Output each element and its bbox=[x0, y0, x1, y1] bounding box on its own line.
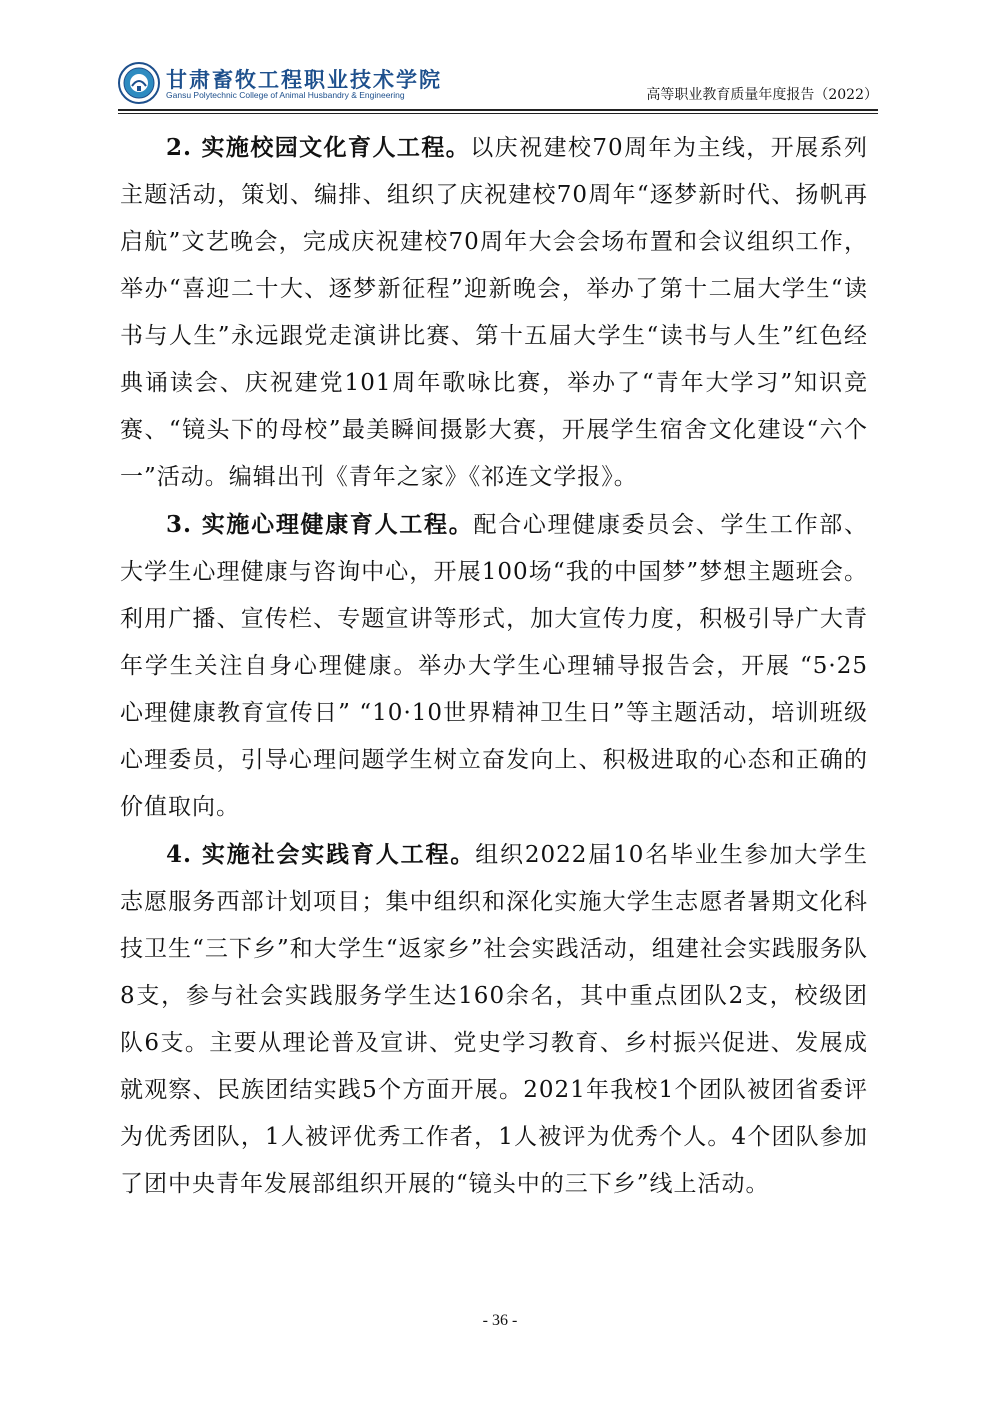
paragraph-text: 配合心理健康委员会、学生工作部、大学生心理健康与咨询中心，开展100场“我的中国梦”梦想主题班会。利用广播、宣传栏、专题宣讲等形式，加大宣传力度，积极引导广大青年学生关注自身心理健康。举办大学生心理辅导报告会，开展 “5·25心理健康教育宣传日” “10·10世界精神卫生日”等主题活动，培训班级心理委员，引导心理问题学生树立奋发向上、积极进取的心态和正确的价值取向。 bbox=[120, 512, 868, 820]
paragraph-mental-health bbox=[120, 501, 868, 831]
paragraph-text: 组织2022届10名毕业生参加大学生志愿服务西部计划项目；集中组织和深化实施大学生志愿者暑期文化科技卫生“三下乡”和大学生“返家乡”社会实践活动，组建社会实践服务队8支，参与社会实践服务学生达160余名，其中重点团队2支，校级团队6支。主要从理论普及宣讲、党史学习教育、乡村振兴促进、发展成就观察、民族团结实践5个方面开展。2021年我校1个团队被团省委评为优秀团队，1人被评优秀工作者，1人被评为优秀个人。4个团队参加了团中央青年发展部组织开展的“镜头中的三下乡”线上活动。 bbox=[120, 842, 868, 1197]
school-emblem-icon bbox=[118, 62, 160, 104]
paragraph-heading: 3. 实施心理健康育人工程。 bbox=[166, 511, 474, 538]
page-number: - 36 - bbox=[482, 1312, 518, 1329]
header-divider-thick bbox=[118, 109, 878, 111]
paragraph-heading: 2. 实施校园文化育人工程。 bbox=[166, 134, 471, 161]
paragraph-social-practice bbox=[120, 831, 868, 1208]
school-name-en: Gansu Polytechnic College of Animal Husbandry & Engineering bbox=[166, 90, 405, 100]
report-title: 高等职业教育质量年度报告（2022） bbox=[646, 87, 878, 103]
paragraph-campus-culture bbox=[120, 124, 868, 501]
school-name-cn: 甘肃畜牧工程职业技术学院 bbox=[166, 68, 442, 92]
paragraph-heading: 4. 实施社会实践育人工程。 bbox=[166, 841, 476, 868]
header-divider-thin bbox=[118, 113, 878, 114]
page-header bbox=[118, 62, 878, 108]
document-body bbox=[120, 124, 868, 1208]
paragraph-text: 以庆祝建校70周年为主线，开展系列主题活动，策划、编排、组织了庆祝建校70周年“逐梦新时代、扬帆再启航”文艺晚会，完成庆祝建校70周年大会会场布置和会议组织工作，举办“喜迎二十大、逐梦新征程”迎新晚会，举办了第十二届大学生“读书与人生”永远跟党走演讲比赛、第十五届大学生“读书与人生”红色经典诵读会、庆祝建党101周年歌咏比赛，举办了“青年大学习”知识竞赛、“镜头下的母校”最美瞬间摄影大赛，开展学生宿舍文化建设“六个一”活动。编辑出刊《青年之家》《祁连文学报》。 bbox=[120, 135, 868, 490]
